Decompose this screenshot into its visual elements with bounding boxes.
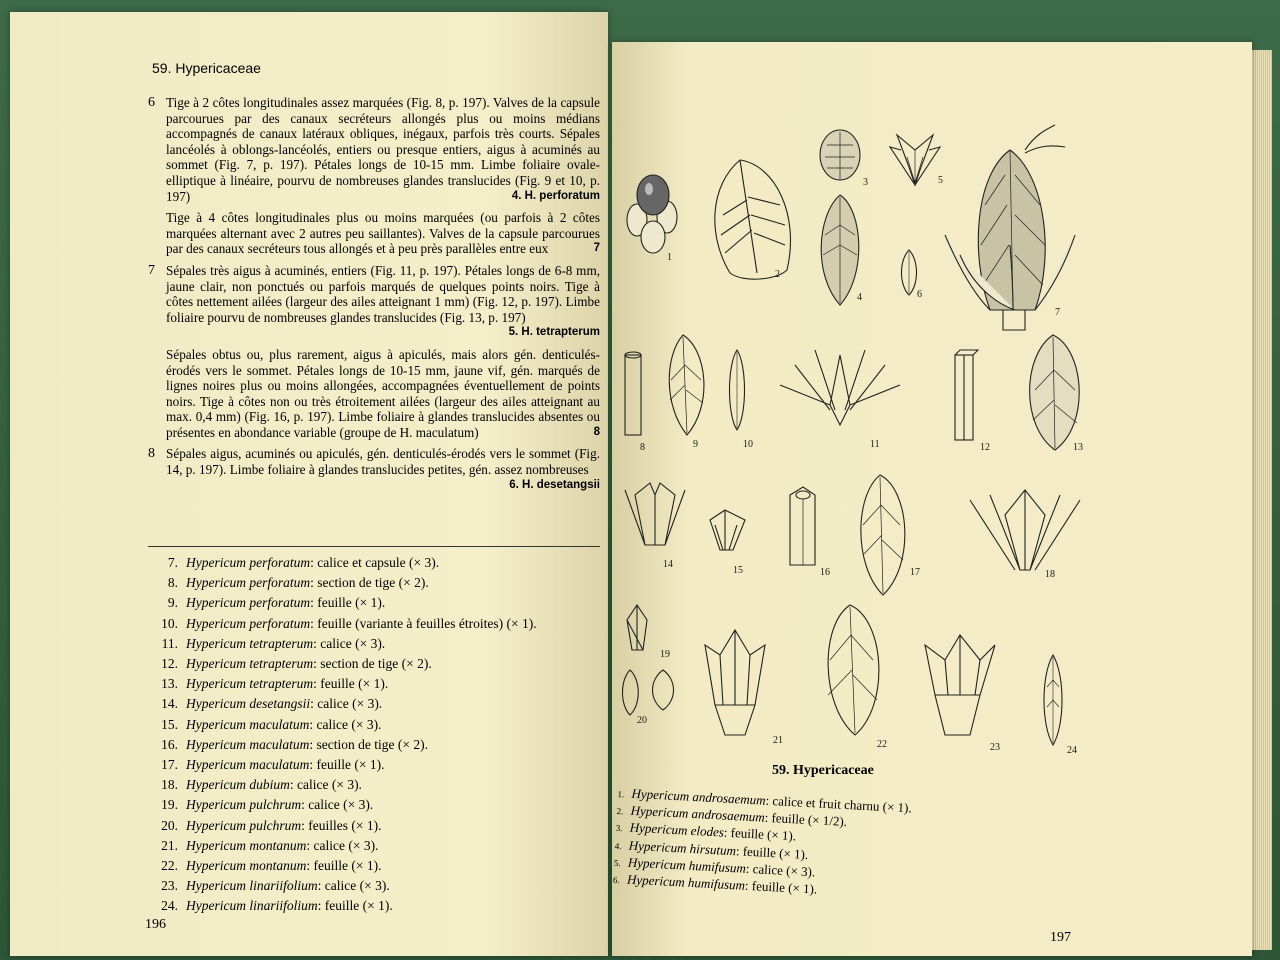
legend-number: 19. [161,797,178,813]
legend-description: : calice (× 3). [309,716,382,732]
legend-row [140,836,600,856]
botanical-plate [615,105,1095,763]
legend-description: : calice (× 3). [310,696,383,712]
fig-number: 10 [743,439,753,450]
legend-description: : feuilles (× 1). [301,817,382,833]
couplet-number [148,210,166,257]
fig-number: 15 [733,565,743,576]
legend-number: 20. [161,817,178,833]
legend-species: Hypericum maculatum [186,736,310,752]
legend-species: Hypericum linariifolium [186,878,318,894]
legend-number: 24. [161,898,178,914]
legend-species: Hypericum perforatum [186,595,311,611]
legend-description: : calice (× 3). [289,777,362,793]
legend-species: Hypericum perforatum [186,615,311,631]
legend-row [140,654,600,674]
legend-description: : calice et capsule (× 3). [310,555,440,570]
legend-description: : feuille (× 1). [735,842,809,862]
legend-description: : section de tige (× 2). [310,575,429,591]
fig-13-leaf [1030,335,1080,450]
legend-species: Hypericum humifusum [626,871,746,893]
legend-number: 5. [613,857,621,869]
legend-description: : feuille (× 1). [723,825,797,844]
figure-legend-left [140,553,600,917]
fig-1-calyx-fruit [627,175,677,253]
legend-row [140,735,600,755]
fig-9-leaf [669,335,704,435]
legend-description: : feuille (× 1). [313,676,389,692]
legend-species: Hypericum hirsutum [628,837,737,858]
fig-10-leaf [730,350,745,430]
legend-number: 12. [161,656,178,672]
legend-row [140,674,600,694]
legend-row [140,553,600,573]
fig-20-leaves [623,670,674,715]
legend-row [140,715,600,735]
page-number-left: 196 [145,917,166,932]
fig-number: 2 [775,269,780,280]
fig-number: 17 [910,567,920,578]
page-number-right: 197 [1050,930,1071,945]
fig-14-calyx [625,483,685,545]
fig-number: 23 [990,742,1000,753]
couplet-number: 7 [148,262,155,278]
legend-number: 17. [161,757,178,773]
legend-species: Hypericum montanum [186,837,307,853]
legend-species: Hypericum androsaemum [630,802,766,825]
legend-number: 21. [161,837,178,853]
figure-legend-right [613,785,1018,909]
legend-species: Hypericum pulchrum [186,817,302,833]
fig-22-leaf [828,605,879,735]
fig-number: 24 [1067,745,1077,756]
legend-number: 15. [161,716,178,732]
legend-number: 4. [614,840,622,851]
identification-key [148,95,600,499]
legend-species: Hypericum desetangsii [186,696,311,712]
fig-16-stem-section [790,487,815,565]
fig-number: 22 [877,739,887,750]
fig-number: 8 [640,442,645,453]
legend-number: 16. [161,736,178,752]
couplet-result: 6. H. desetangsii [509,478,600,491]
couplet-result: 8 [593,425,600,438]
legend-species: Hypericum tetrapterum [186,635,314,651]
key-couplet [148,210,600,257]
fig-number: 9 [693,439,698,450]
fig-4-leaf [821,195,859,305]
legend-description: : section de tige (× 2). [309,736,428,752]
legend-species: Hypericum tetrapterum [186,676,314,692]
legend-species: Hypericum maculatum [186,757,310,773]
fig-number: 14 [663,559,673,570]
legend-species: Hypericum elodes [629,820,725,841]
legend-species: Hypericum tetrapterum [186,656,314,672]
legend-description: : feuille (variante à feuilles étroites) (× 1). [310,615,537,631]
fig-21-calyx [705,630,765,735]
legend-species: Hypericum montanum [186,858,307,874]
legend-row [140,795,600,815]
fig-12-stem-section [955,350,978,440]
legend-description: : section de tige (× 2). [313,656,432,672]
fig-number: 18 [1045,569,1055,580]
couplet-result: 7 [593,242,600,255]
fig-number: 20 [637,715,647,726]
key-couplet [148,446,600,493]
legend-species: Hypericum humifusum [627,854,747,876]
legend-description: : feuille (× 1). [744,877,818,897]
legend-number: 10. [161,615,178,631]
fig-15-calyx [710,510,745,550]
couplet-result: 4. H. perforatum [511,189,600,202]
legend-species: Hypericum androsaemum [631,785,766,808]
fig-18-calyx [970,490,1080,570]
legend-description: : calice et fruit charnu (× 1). [765,792,913,816]
fig-number: 16 [820,567,830,578]
legend-number: 9. [167,595,178,611]
couplet-number [148,347,166,441]
legend-description: : feuille (× 1). [317,898,393,914]
legend-number: 2. [616,806,624,817]
key-couplet [148,263,600,341]
fig-number: 5 [938,175,943,186]
legend-description: : calice (× 3). [745,860,816,880]
legend-row [140,694,600,714]
legend-number: 14. [161,696,178,712]
couplet-number: 6 [148,95,155,110]
legend-row [140,634,600,654]
fig-7-calyx-capsule [945,125,1075,330]
legend-number: 11. [161,635,178,651]
fig-23-calyx [925,635,995,735]
legend-row [140,876,600,896]
key-couplet [148,347,600,441]
key-couplet [148,95,600,204]
legend-number: 7. [167,555,178,570]
couplet-text: Sépales aigus, acuminés ou apiculés, gén. denticulés-érodés vers le sommet (Fig. 14, p. 197). Limbe foliaire à glandes translucides petites, gén. assez nombreuses [166,446,600,478]
fig-6-leaf [902,250,917,295]
legend-number: 6. [612,874,621,886]
legend-description: : feuille (× 1). [309,757,385,773]
fig-number: 11 [870,439,880,450]
legend-number: 18. [161,777,178,793]
fig-8-stem-section [625,352,641,435]
legend-row [140,614,600,634]
legend-description: : calice (× 3). [306,837,379,853]
fig-number: 4 [857,292,862,303]
couplet-text: Tige à 2 côtes longitudinales assez marquées (Fig. 8, p. 197). Valves de la capsule parcourues par des canaux secréteurs allongés plus ou moins médians accompagnés de canaux latéraux obliques, inégaux, parfois très courts. Sépales lancéolés à oblongs-lancéolés, entiers ou presque entiers, aigus à acuminés au sommet (Fig. 7, p. 197). Pétales longs de 10-15 mm. Limbe foliaire ovale-elliptique à linéaire, pourvu de nombreuses glandes translucides (Fig. 9 et 10, p. 197) [166,95,600,204]
legend-row [140,816,600,836]
legend-number: 23. [161,878,178,894]
legend-description: : calice (× 3). [301,797,374,813]
fig-number: 1 [667,252,672,263]
legend-species: Hypericum pulchrum [186,797,302,813]
fig-2-leaf [715,160,791,279]
legend-description: : calice (× 3). [313,635,386,651]
legend-description: : feuille (× 1/2). [764,809,848,830]
fig-number: 7 [1055,307,1060,318]
plate-title: 59. Hypericaceae [772,763,874,778]
page-edges [1250,50,1272,950]
legend-number: 22. [161,858,178,874]
couplet-text: Sépales très aigus à acuminés, entiers (Fig. 11, p. 197). Pétales longs de 6-8 mm, jaune clair, non ponctués ou parfois marqués de quelques points noirs. Tige à côtes nettement ailées (largeur des ailes atteignant 1 mm) (Fig. 12, p. 197). Limbe foliaire pourvu de nombreuses glandes translucides (Fig. 13, p. 197) [166,262,600,325]
legend-number: 8. [167,575,178,591]
legend-row [140,573,600,593]
fig-number: 19 [660,649,670,660]
legend-species: Hypericum perforatum [186,555,311,570]
fig-3-leaf [820,130,860,180]
legend-row [140,896,600,916]
fig-number: 6 [917,289,922,300]
couplet-result: 5. H. tetrapterum [508,326,600,339]
legend-number: 3. [615,823,623,834]
legend-row [140,856,600,876]
legend-row [140,593,600,613]
legend-row [140,775,600,795]
legend-species: Hypericum perforatum [186,575,311,591]
legend-description: : feuille (× 1). [306,858,382,874]
fig-5-calyx [890,135,940,185]
fig-number: 12 [980,442,990,453]
fig-number: 3 [863,177,868,188]
couplet-text: Sépales obtus ou, plus rarement, aigus à apiculés, mais alors gén. denticulés-érodés vers le sommet. Pétales longs de 10-15 mm, jaune vif, gén. marqués de lignes noires plus ou moins allongées, accompagnées éventuellement de points noirs. Tige à côtes non ou très étroitement ailées (largeur des ailes atteignant au max. 0,4 mm) (Fig. 16, p. 197). Limbe foliaire à glandes translucides absentes ou présentes en abondance variable (groupe de H. maculatum) [166,346,600,440]
legend-species: Hypericum maculatum [186,716,310,732]
fig-number: 21 [773,735,783,746]
legend-row [140,755,600,775]
couplet-number: 8 [148,446,155,462]
legend-description: : feuille (× 1). [310,595,386,611]
fig-17-leaf [861,475,905,595]
fig-24-leaf [1044,655,1062,745]
section-divider [148,546,600,547]
legend-species: Hypericum dubium [186,777,290,793]
legend-number: 1. [617,788,625,800]
fig-11-calyx [780,350,900,425]
plate-illustrations [615,105,1095,763]
legend-species: Hypericum linariifolium [186,898,318,914]
fig-number: 13 [1073,442,1083,453]
legend-description: : calice (× 3). [317,878,390,894]
fig-19-calyx [627,605,647,650]
running-head: 59. Hypericaceae [152,60,261,76]
couplet-text: Tige à 4 côtes longitudinales plus ou moins marquées (ou parfois à 2 côtes marquées alternant avec 2 autres peu saillantes). Valves de la capsule parcourues par des canaux secréteurs tous allongés et à peu près parallèles entre eux [166,210,600,257]
legend-number: 13. [161,676,178,692]
